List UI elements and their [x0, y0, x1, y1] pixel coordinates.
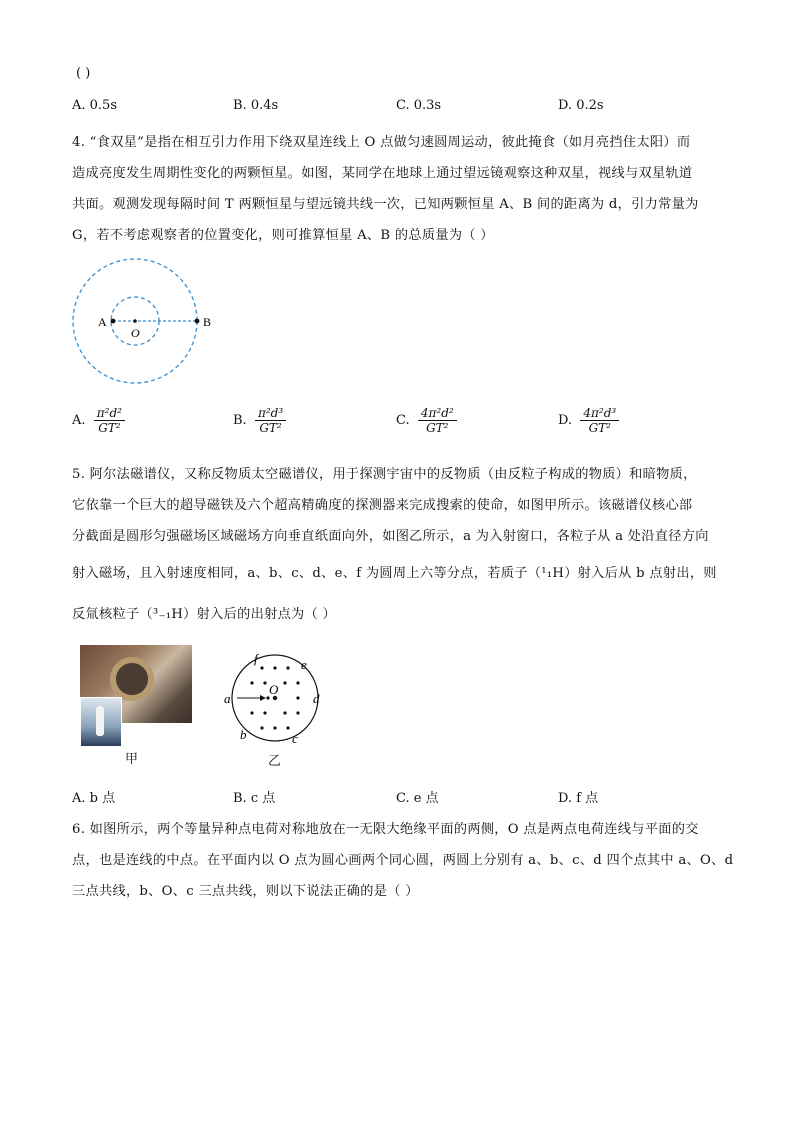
answer-parenthesis: ( ) [76, 66, 91, 81]
q4-line-4: G，若不考虑观察者的位置变化，则可推算恒星 A、B 的总质量为（ ） [72, 228, 494, 243]
q4-line-1: 4. “食双星”是指在相互引力作用下绕双星连线上 O 点做匀速圆周运动，彼此掩食（如月亮挡住太阳）而 [72, 135, 691, 150]
arrow-head-icon [260, 695, 266, 701]
q5-option-b: B. c 点 [233, 791, 276, 806]
q4-option-a: A. $\frac{\text{π²d²}}{\text{GT²}}$ [72, 406, 125, 435]
fig-yi-caption: 乙 [268, 754, 282, 769]
q5-line-3: 分截面是圆形匀强磁场区域磁场方向垂直纸面向外，如图乙所示，a 为入射窗口，各粒子从 a 处沿直径方向 [72, 529, 709, 544]
point-a: a [224, 691, 231, 706]
label-b: B [203, 315, 212, 329]
q3-option-c: C. 0.3s [396, 98, 442, 113]
q5-option-c: C. e 点 [396, 791, 439, 806]
q3-option-d: D. 0.2s [558, 98, 604, 113]
point-d: d [313, 691, 320, 706]
q5-line-2: 它依靠一个巨大的超导磁铁及六个超高精确度的探测器来完成搜索的使命，如图甲所示。该磁谱仪核心部 [72, 498, 693, 513]
q3-option-b: B. 0.4s [233, 98, 279, 113]
q4-option-b: B. $\frac{\text{π²d³}}{\text{GT²}}$ [233, 406, 286, 435]
q5-option-a: A. b 点 [72, 791, 116, 806]
q6-line-3: 三点共线，b、O、c 三点共线，则以下说法正确的是（ ） [72, 884, 419, 899]
q5-line-5: 反氚核粒子（³₋₁H）射入后的出射点为（ ） [72, 607, 337, 622]
q4-line-2: 造成亮度发生周期性变化的两颗恒星。如图，某同学在地球上通过望远镜观察这种双星，视线与双星轨道 [72, 166, 693, 181]
q6-line-2: 点，也是连线的中点。在平面内以 O 点为圆心画两个同心圆，两圆上分别有 a、b、c、d 四个点其中 a、O、d [72, 853, 734, 868]
magnetic-field-diagram [222, 648, 332, 748]
q5-line-1: 5. 阿尔法磁谱仪，又称反物质太空磁谱仪，用于探测宇宙中的反物质（由反粒子构成的物质）和暗物质， [72, 467, 697, 482]
q4-option-d: D. $\frac{\text{4π²d³}}{\text{GT²}}$ [558, 406, 619, 435]
q4-line-3: 共面。观测发现每隔时间 T 两颗恒星与望远镜共线一次，已知两颗恒星 A、B 间的距离为 d，引力常量为 [72, 197, 699, 212]
fig-jia-caption: 甲 [125, 752, 139, 767]
binary-star-diagram [68, 252, 228, 392]
label-a: A [98, 315, 107, 329]
q3-option-a: A. 0.5s [72, 98, 117, 113]
point-f: f [254, 651, 258, 666]
label-o: O [131, 326, 140, 340]
star-a [111, 319, 116, 324]
q4-option-c: C. $\frac{\text{4π²d²}}{\text{GT²}}$ [396, 406, 457, 435]
point-o: O [269, 682, 279, 697]
point-e: e [301, 657, 307, 672]
q5-option-d: D. f 点 [558, 791, 599, 806]
point-c: c [292, 731, 298, 746]
point-b: b [240, 727, 247, 742]
shuttle-photo [80, 697, 122, 747]
center-o [133, 319, 137, 323]
q5-line-4: 射入磁场，且入射速度相同，a、b、c、d、e、f 为圆周上六等分点，若质子（¹₁H）射入后从 b 点射出，则 [72, 566, 717, 581]
star-b [195, 319, 200, 324]
q6-line-1: 6. 如图所示，两个等量异种点电荷对称地放在一无限大绝缘平面的两侧，O 点是两点电荷连线与平面的交 [72, 822, 699, 837]
